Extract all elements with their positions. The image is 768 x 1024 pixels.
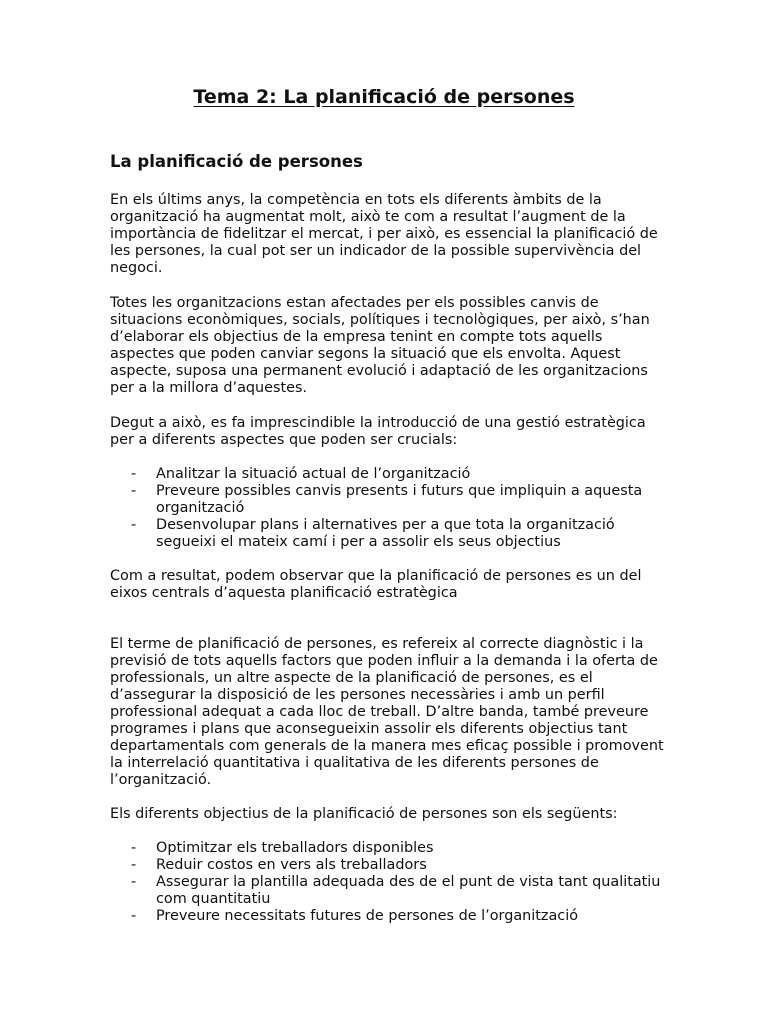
list-dash: - (131, 857, 137, 873)
strategic-aspects-list (110, 466, 670, 551)
paragraph-objectives-intro (110, 806, 670, 823)
list-item (110, 874, 670, 908)
paragraph-text: Els diferents objectius de la planificació de persones son els següents: (110, 806, 618, 822)
list-dash: - (131, 483, 137, 499)
list-dash: - (131, 840, 137, 856)
paragraph-text: Totes les organitzacions estan afectades per els possibles canvis de situacions econòmiques, socials, polítiques i tecnològiques, per això, s’han d’elaborar els objectius de la empresa tenint en compte tots aquells aspectes que poden canviar segons la situació que els envolta. Aquest aspecte, suposa una permanent evolució i adaptació de les organitzacions per a la millora d’aquestes. (110, 295, 650, 396)
list-item-text: Preveure necessitats futures de persones de l’organització (156, 908, 579, 924)
paragraph-text: El terme de planificació de persones, es refereix al correcte diagnòstic i la previsió de tots aquells factors que poden influir a la demanda i la oferta de professionals, un altre aspecte de la planificació de persones, es el d’assegurar la disposició de les persones necessàries i amb un perfil professional adequat a cada lloc de treball. D’altre banda, també preveure programes i plans que aconsegueixin assolir els diferents objectius tant departamentals com generals de la manera mes eficaç possible i promovent la interrelació quantitativa i qualitativa de les diferents persones de l’organització. (110, 636, 664, 788)
list-item (110, 517, 670, 551)
objectives-list (110, 840, 670, 925)
paragraph-strategic-intro (110, 415, 670, 449)
paragraph-result (110, 568, 670, 602)
list-item (110, 857, 670, 874)
list-item-text: Reduir costos en vers als treballadors (156, 857, 427, 873)
list-item (110, 466, 670, 483)
section-heading: La planificació de persones (110, 152, 363, 171)
paragraph-text: En els últims anys, la competència en tots els diferents àmbits de la organització ha augmentat molt, això te com a resultat l’augment de la importància de fidelitzar el mercat, i per això, es essencial la planificació de les persones, la cual pot ser un indicador de la possible supervivència del negoci. (110, 192, 658, 276)
list-item (110, 483, 670, 517)
list-dash: - (131, 517, 137, 533)
paragraph-intro (110, 192, 670, 277)
paragraph-organizations (110, 295, 670, 397)
list-item-text: Desenvolupar plans i alternatives per a que tota la organització segueixi el mateix camí i per a assolir els seus objectius (156, 517, 615, 550)
list-item-text: Preveure possibles canvis presents i futurs que impliquin a aquesta organització (156, 483, 643, 516)
list-item (110, 840, 670, 857)
list-item-text: Assegurar la plantilla adequada des de el punt de vista tant qualitatiu com quantitatiu (156, 874, 661, 907)
list-item-text: Analitzar la situació actual de l’organització (156, 466, 471, 482)
list-dash: - (131, 466, 137, 482)
list-item (110, 908, 670, 925)
paragraph-definition (110, 636, 670, 789)
list-dash: - (131, 874, 137, 890)
document-title: Tema 2: La planificació de persones (193, 86, 575, 108)
paragraph-text: Degut a això, es fa imprescindible la introducció de una gestió estratègica per a diferents aspectes que poden ser crucials: (110, 415, 646, 448)
paragraph-text: Com a resultat, podem observar que la planificació de persones es un del eixos centrals d’aquesta planificació estratègica (110, 568, 642, 601)
list-item-text: Optimitzar els treballadors disponibles (156, 840, 434, 856)
list-dash: - (131, 908, 137, 924)
